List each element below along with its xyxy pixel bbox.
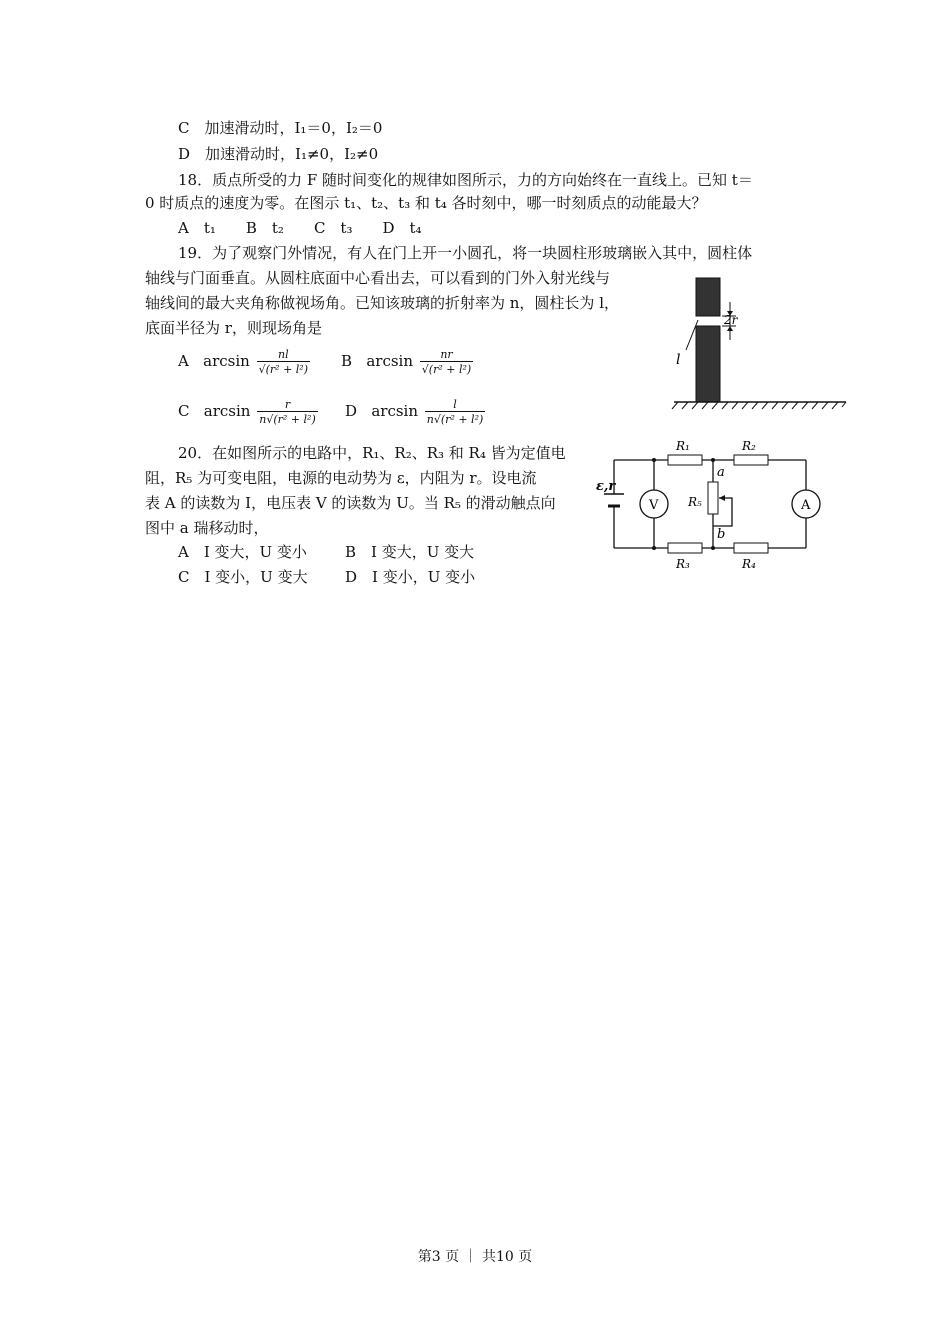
question-20-line1: 20．在如图所示的电路中，R₁、R₂、R₃ 和 R₄ 皆为定值电 bbox=[178, 444, 566, 462]
question-18-line1: 18．质点所受的力 F 随时间变化的规律如图所示，力的方向始终在一直线上。已知 t＝ bbox=[178, 171, 753, 189]
resistor-r3 bbox=[668, 543, 702, 553]
label-r4: R₄ bbox=[742, 557, 756, 571]
question-19-line2: 轴线与门面垂直。从圆柱底面中心看出去，可以看到的门外入射光线与 bbox=[145, 269, 611, 287]
resistor-r1 bbox=[668, 455, 702, 465]
label-r1: R₁ bbox=[676, 439, 690, 453]
option-19d bbox=[345, 398, 485, 426]
resistor-r4 bbox=[734, 543, 768, 553]
resistor-r2 bbox=[734, 455, 768, 465]
numerator: r bbox=[284, 398, 291, 411]
junction-dot bbox=[711, 458, 715, 462]
label-2r: 2r bbox=[724, 313, 738, 327]
option-17d: D 加速滑动时，I₁≠0，I₂≠0 bbox=[178, 145, 379, 163]
question-20-line3: 表 A 的读数为 I，电压表 V 的读数为 U。当 R₅ 的滑动触点向 bbox=[145, 494, 556, 512]
fraction bbox=[257, 398, 317, 426]
function-name: arcsin bbox=[203, 402, 251, 420]
denominator: √(r² + l²) bbox=[258, 363, 309, 376]
label-l: l bbox=[676, 352, 681, 368]
numerator: nr bbox=[440, 348, 453, 361]
slider-arrow-head bbox=[719, 495, 725, 501]
resistor-r5 bbox=[708, 482, 718, 514]
numerator: l bbox=[453, 398, 457, 411]
question-18-options: A t₁ B t₂ C t₃ D t₄ bbox=[178, 219, 422, 237]
option-letter: C bbox=[178, 402, 190, 420]
junction-dot bbox=[652, 458, 656, 462]
denominator: √(r² + l²) bbox=[421, 363, 472, 376]
option-19b bbox=[341, 348, 473, 376]
voltmeter-label: V bbox=[649, 498, 659, 513]
option-20c: C I 变小，U 变大 bbox=[178, 568, 308, 586]
question-18-line2: 0 时质点的速度为零。在图示 t₁、t₂、t₃ 和 t₄ 各时刻中，哪一时刻质点的动能最大？ bbox=[145, 194, 707, 212]
question-20-line2: 阻，R₅ 为可变电阻，电源的电动势为 ε，内阻为 r。设电流 bbox=[145, 469, 537, 487]
door-upper bbox=[696, 278, 720, 316]
junction-dot bbox=[652, 546, 656, 550]
ground-hatching bbox=[672, 402, 846, 409]
question-19-line4: 底面半径为 r，则现场角是 bbox=[145, 319, 322, 337]
option-20b: B I 变大，U 变大 bbox=[345, 543, 475, 561]
option-19a bbox=[178, 348, 310, 376]
label-r3: R₃ bbox=[676, 557, 690, 571]
question-20-line4: 图中 a 瑞移动时， bbox=[145, 519, 269, 537]
ammeter-label: A bbox=[801, 498, 811, 513]
option-letter: D bbox=[345, 402, 358, 420]
door-lower bbox=[696, 326, 720, 402]
label-r5: R₅ bbox=[688, 495, 702, 509]
option-17c: C 加速滑动时，I₁＝0，I₂＝0 bbox=[178, 119, 383, 137]
page-footer: 第3 页 ｜ 共10 页 bbox=[417, 1249, 533, 1265]
question-19-line1: 19．为了观察门外情况，有人在门上开一小圆孔，将一块圆柱形玻璃嵌入其中，圆柱体 bbox=[178, 244, 753, 262]
option-letter: A bbox=[178, 352, 189, 370]
option-letter: B bbox=[341, 352, 353, 370]
fraction bbox=[257, 348, 310, 376]
label-r2: R₂ bbox=[742, 439, 756, 453]
label-b: b bbox=[717, 527, 726, 542]
function-name: arcsin bbox=[371, 402, 419, 420]
question-19-line3: 轴线间的最大夹角称做视场角。已知该玻璃的折射率为 n，圆柱长为 l， bbox=[145, 294, 619, 312]
junction-dot bbox=[711, 546, 715, 550]
fraction bbox=[420, 348, 473, 376]
label-a: a bbox=[717, 465, 725, 480]
fraction bbox=[425, 398, 485, 426]
figure-door-cylinder bbox=[670, 272, 850, 412]
function-name: arcsin bbox=[203, 352, 250, 370]
denominator: n√(r² + l²) bbox=[426, 413, 484, 426]
denominator: n√(r² + l²) bbox=[259, 413, 316, 426]
option-19c bbox=[178, 398, 318, 426]
numerator: nl bbox=[278, 348, 289, 361]
option-20d: D I 变小，U 变小 bbox=[345, 568, 476, 586]
option-20a: A I 变大，U 变小 bbox=[178, 543, 307, 561]
figure-circuit bbox=[596, 436, 836, 576]
function-name: arcsin bbox=[366, 352, 414, 370]
label-emf: ε,r bbox=[596, 479, 616, 494]
